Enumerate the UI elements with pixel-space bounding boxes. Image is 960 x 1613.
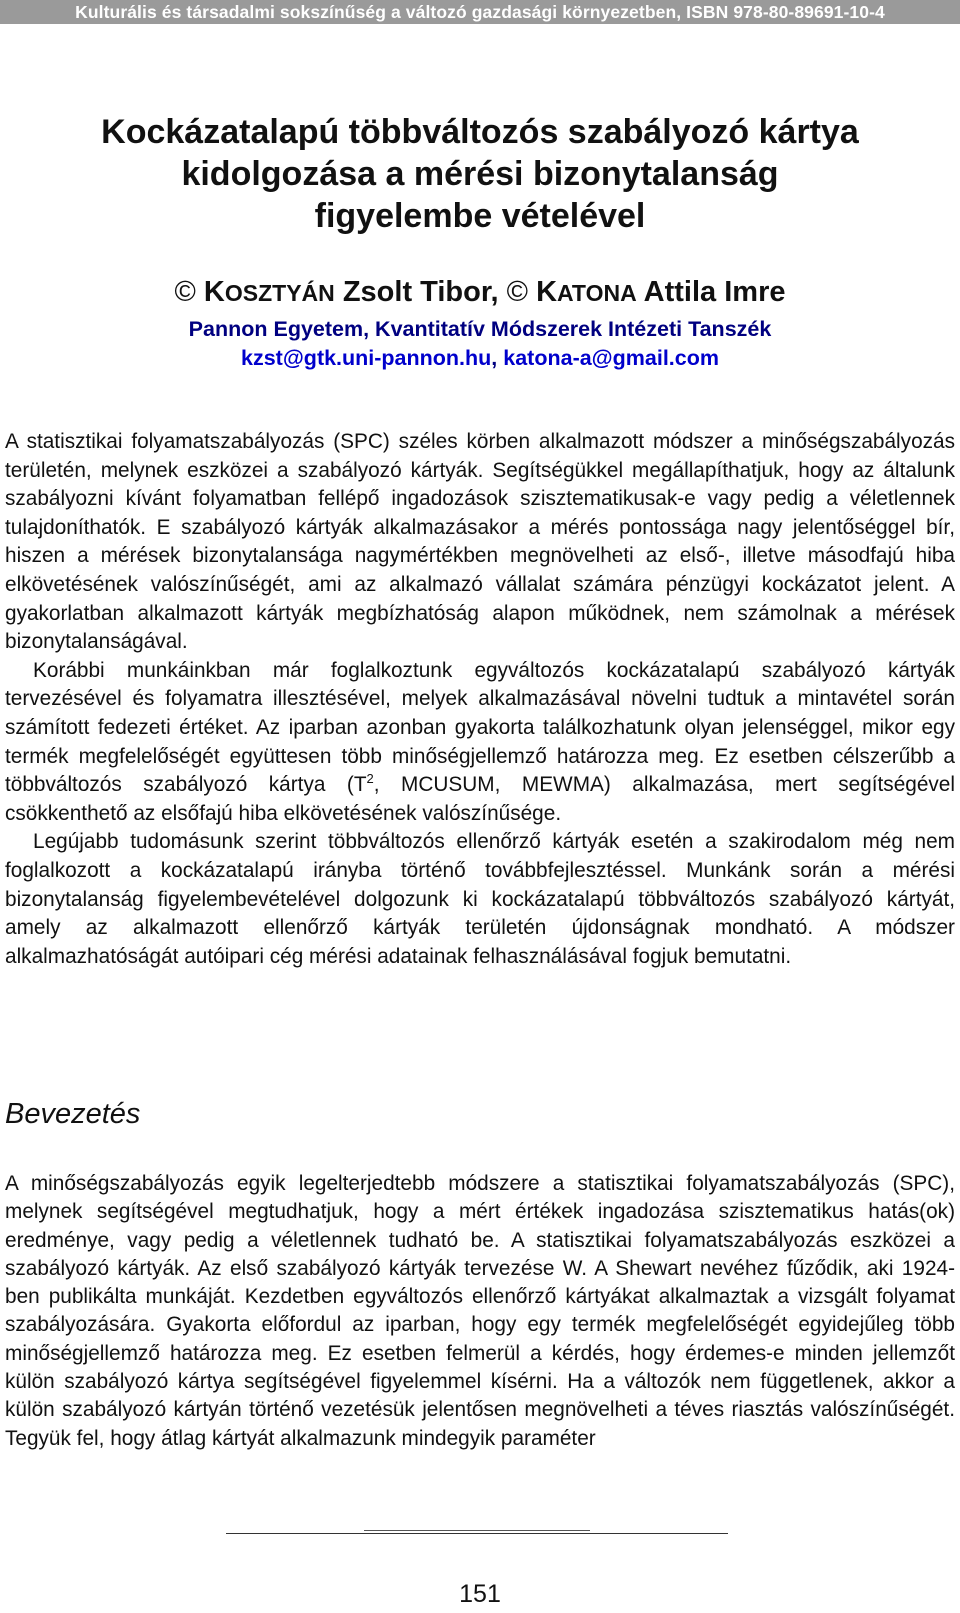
section-body bbox=[5, 1170, 955, 1453]
running-header bbox=[0, 0, 960, 24]
author-2-family-rest: ATONA bbox=[557, 280, 637, 306]
title-line-3: figyelembe vételével bbox=[314, 197, 646, 235]
abstract-p2-text-a: Korábbi munkáinkban már foglalkoztunk egyváltozós kockázatalapú szabályozó kártyák tervezésével és folyamatra illesztésével, melyek alkalmazásával növelni tudtuk a mintavétel során számított fedezeti értéket. Az iparban azonban gyakorta találkozhatunk olyan jelenséggel, mikor egy termék megfelelőségét együttesen több minőségjellemző határozza meg. Ez esetben célszerűbb a többváltozós szabályozó kártya (T bbox=[5, 658, 955, 797]
title-line-1: Kockázatalapú többváltozós szabályozó kártya bbox=[101, 113, 859, 151]
running-header-text: Kulturális és társadalmi sokszínűség a változó gazdasági környezetben, ISBN 978-80-89691-10-4 bbox=[75, 2, 885, 22]
email-line bbox=[0, 344, 960, 372]
email-link-1[interactable]: kzst@gtk.uni-pannon.hu bbox=[241, 346, 492, 370]
paper-title bbox=[0, 111, 960, 237]
footer-rule-short bbox=[364, 1530, 590, 1531]
superscript-two: 2 bbox=[366, 771, 374, 787]
footer-rule bbox=[226, 1533, 728, 1534]
abstract-paragraph-2 bbox=[5, 657, 955, 829]
author-1-family-rest: OSZTYÁN bbox=[224, 280, 335, 306]
email-link-2[interactable]: katona-a@gmail.com bbox=[503, 346, 719, 370]
author-1-family-initial: K bbox=[203, 276, 225, 308]
abstract-paragraph-3: Legújabb tudomásunk szerint többváltozós ellenőrző kártyák esetén a szakirodalom még nem foglalkozott a kockázatalapú irányba történő továbbfejlesztéssel. Munkánk során a mérési bizonytalanság figyelembevételével dolgozunk ki kockázatalapú többváltozós szabályozó kártyát, amely az alkalmazott ellenőrző kártyák területén újdonságnak mondható. A módszer alkalmazhatóságát autóipari cég mérési adatainak felhasználásával fogjuk bemutatni. bbox=[5, 830, 955, 968]
affiliation: Pannon Egyetem, Kvantitatív Módszerek Intézeti Tanszék bbox=[188, 317, 772, 341]
abstract bbox=[5, 428, 955, 971]
author-1 bbox=[204, 276, 499, 308]
title-line-2: kidolgozása a mérési bizonytalanság bbox=[181, 155, 779, 193]
author-line bbox=[0, 274, 960, 311]
abstract-p2-text-b: , MCUSUM, MEWMA) alkalmazása, mert segítségével csökkenthető az elsőfajú hiba elkövetésének valószínűsége. bbox=[5, 773, 955, 825]
copyright-icon: © bbox=[174, 276, 196, 308]
author-2-family-initial: K bbox=[536, 276, 558, 308]
section-paragraph-1: A minőségszabályozás egyik legelterjedtebb módszere a statisztikai folyamatszabályozás (SPC), melynek segítségével megtudhatjuk, hogy a mért értékek ingadozása szisztematikus hatás(ok) eredménye, vagy pedig a véletlennek tudható be. A statisztikai folyamatszabályozás eszközei a szabályozó kártyák. Az első szabályozó kártyák tervezése W. A Shewart nevéhez fűződik, aki 1924-ben publikálta munkáját. Kezdetben egyváltozós ellenőrző kártyákat alkalmaztak a vizsgált folyamat szabályozására. Gyakorta előfordul az iparban, hogy egy termék megfelelőségét egyidejűleg több minőségjellemző határozza meg. Ez esetben felmerül a kérdés, hogy érdemes-e minden jellemzőt külön szabályozó kártya segítségével figyelemmel kísérni. Ha a változók nem függetlenek, akkor a külön szabályozó kártyán történő vezetésük jelentősen megnövelheti a téves riasztás valószínűségét. Tegyük fel, hogy átlag kártyát alkalmazunk mindegyik paraméter bbox=[5, 1172, 955, 1450]
email-separator: , bbox=[491, 346, 498, 370]
section-heading: Bevezetés bbox=[5, 1098, 141, 1130]
author-1-given: Zsolt Tibor, bbox=[342, 276, 499, 308]
author-2-given: Attila Imre bbox=[643, 276, 786, 308]
page-number: 151 bbox=[459, 1580, 501, 1608]
copyright-icon: © bbox=[506, 276, 529, 308]
abstract-paragraph-1: A statisztikai folyamatszabályozás (SPC) széles körben alkalmazott módszer a minőségszabályozás területén, melynek eszközei a szabályozó kártyák. Segítségükkel megállapíthatjuk, hogy az általunk szabályozni kívánt folyamatban fellépő ingadozások szisztematikusak-e vagy pedig a véletlennek tulajdoníthatók. E szabályozó kártyák alkalmazásakor a mérés pontossága nagy jelentőséggel bír, hiszen a mérések bizonytalansága nagymértékben megnövelheti az első-, illetve másodfajú hiba elkövetésének valószínűségét, ami az alkalmazó vállalat számára pénzügyi kockázatot jelent. A gyakorlatban alkalmazott kártyák megbízhatóság alapon működnek, nem számolnak a mérések bizonytalanságával. bbox=[5, 430, 955, 654]
author-2 bbox=[536, 276, 785, 308]
